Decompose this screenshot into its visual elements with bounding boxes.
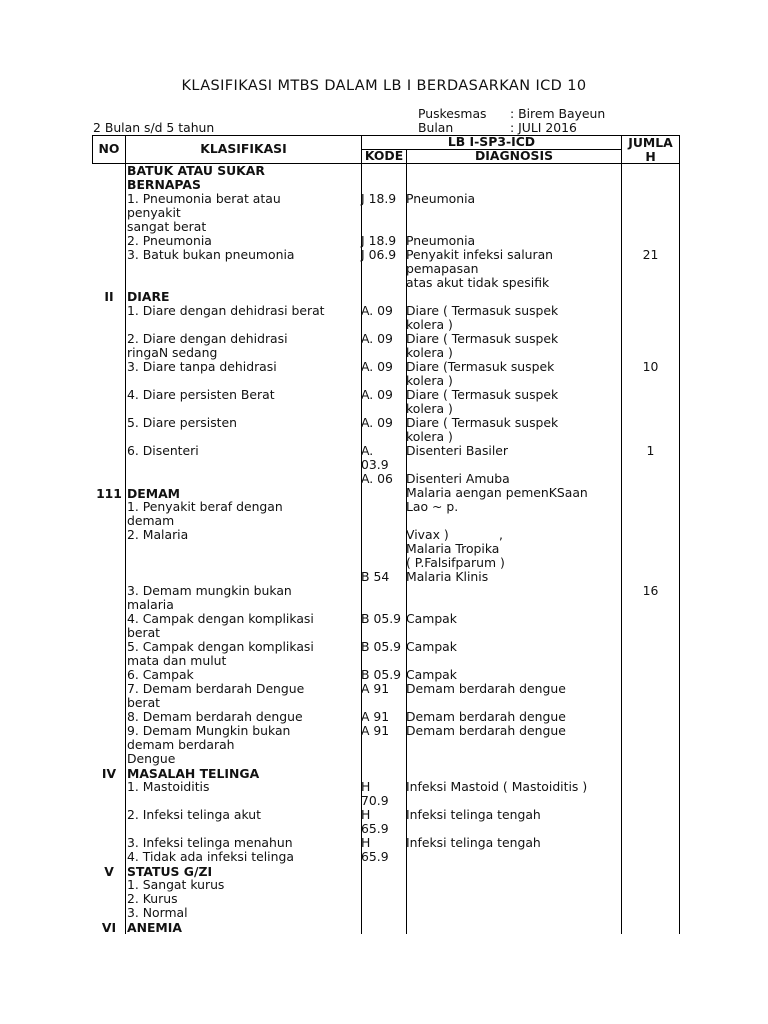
kode-text: A.	[361, 443, 374, 458]
header-no: NO	[98, 141, 120, 156]
diagnosis-text: Disenteri Basiler	[406, 443, 509, 458]
header-jumlah-2: H	[645, 149, 656, 164]
diagnosis-text: Diare (Termasuk suspek	[406, 359, 555, 374]
kode-text: B 05.9	[361, 667, 402, 682]
diagnosis-text: Malaria Tropika	[406, 541, 500, 556]
kode-text: A. 09	[361, 303, 393, 318]
klasifikasi-text: mata dan mulut	[127, 653, 227, 668]
diagnosis-text: Infeksi telinga tengah	[406, 835, 541, 850]
klasifikasi-text: 3. Demam mungkin bukan	[127, 583, 292, 598]
row-number: 111	[96, 486, 122, 501]
klasifikasi-text: 1. Mastoiditis	[127, 779, 210, 794]
diagnosis-text: Disenteri Amuba	[406, 471, 510, 486]
klasifikasi-text: 1. Penyakit beraf dengan	[127, 499, 283, 514]
klasifikasi-text: 4. Tidak ada infeksi telinga	[127, 849, 294, 864]
klasifikasi-text: 2. Diare dengan dehidrasi	[127, 331, 288, 346]
row-number: II	[104, 289, 114, 304]
kode-text: A. 06	[361, 471, 393, 486]
klasifikasi-text: 1. Pneumonia berat atau	[127, 191, 281, 206]
diagnosis-text: ( P.Falsifparum )	[406, 555, 505, 570]
diagnosis-text: Lao ~ p.	[406, 499, 459, 514]
diagnosis-text: Demam berdarah dengue	[406, 681, 566, 696]
klasifikasi-text: 7. Demam berdarah Dengue	[127, 681, 305, 696]
header-diagnosis: DIAGNOSIS	[474, 148, 554, 163]
kode-text: J 18.9	[361, 191, 397, 206]
bulan-value: : JULI 2016	[510, 120, 577, 135]
jumlah-value: 10	[642, 359, 659, 374]
klasifikasi-text: 5. Diare persisten	[127, 415, 237, 430]
kode-text: A. 09	[361, 415, 393, 430]
diagnosis-text: Campak	[406, 667, 457, 682]
klasifikasi-text: 2. Malaria	[127, 527, 189, 542]
puskesmas-value: : Birem Bayeun	[510, 106, 606, 121]
age-range: 2 Bulan s/d 5 tahun	[93, 120, 215, 135]
klasifikasi-text: 5. Campak dengan komplikasi	[127, 639, 314, 654]
jumlah-value: 16	[642, 583, 659, 598]
diagnosis-text: Malaria aengan pemenKSaan	[406, 485, 588, 500]
diagnosis-text: Pneumonia	[406, 191, 476, 206]
klasifikasi-text: 2. Kurus	[127, 891, 178, 906]
klasifikasi-text: 8. Demam berdarah dengue	[127, 709, 303, 724]
klasifikasi-text: Dengue	[127, 751, 176, 766]
diagnosis-text: pemapasan	[406, 261, 479, 276]
klasifikasi-text: 1. Diare dengan dehidrasi berat	[127, 303, 325, 318]
kode-text: A 91	[361, 681, 390, 696]
klasifikasi-text: berat	[127, 695, 161, 710]
kode-text: B 54	[361, 569, 390, 584]
klasifikasi-text: ringaN sedang	[127, 345, 218, 360]
jumlah-value: 1	[646, 443, 655, 458]
diagnosis-text: Diare ( Termasuk suspek	[406, 303, 559, 318]
row-number: IV	[101, 766, 117, 781]
klasifikasi-text: 3. Batuk bukan pneumonia	[127, 247, 295, 262]
diagnosis-text: kolera )	[406, 345, 453, 360]
klasifikasi-text: malaria	[127, 597, 174, 612]
section-heading: MASALAH TELINGA	[127, 766, 260, 781]
kode-text: A. 09	[361, 387, 393, 402]
kode-text: A. 09	[361, 359, 393, 374]
klasifikasi-text: berat	[127, 625, 161, 640]
klasifikasi-text: 6. Disenteri	[127, 443, 199, 458]
klasifikasi-text: 4. Campak dengan komplikasi	[127, 611, 314, 626]
kode-text: 65.9	[361, 849, 389, 864]
klasifikasi-text: 9. Demam Mungkin bukan	[127, 723, 291, 738]
diagnosis-text: Diare ( Termasuk suspek	[406, 387, 559, 402]
diagnosis-text: Campak	[406, 611, 457, 626]
kode-text: J 06.9	[361, 247, 397, 262]
klasifikasi-text: 3. Diare tanpa dehidrasi	[127, 359, 277, 374]
header-klasifikasi: KLASIFIKASI	[200, 141, 287, 156]
klasifikasi-text: 6. Campak	[127, 667, 194, 682]
table-line	[125, 135, 126, 934]
diagnosis-text: Penyakit infeksi saluran	[406, 247, 554, 262]
row-number: V	[104, 864, 114, 879]
kode-text: H	[361, 807, 371, 822]
diagnosis-text: Campak	[406, 639, 457, 654]
diagnosis-text: Infeksi telinga tengah	[406, 807, 541, 822]
kode-text: 65.9	[361, 821, 389, 836]
section-heading: DEMAM	[127, 486, 180, 501]
kode-text: J 18.9	[361, 233, 397, 248]
klasifikasi-text: 3. Normal	[127, 905, 188, 920]
klasifikasi-text: demam	[127, 513, 175, 528]
kode-text: A 91	[361, 709, 390, 724]
header-lb-sp3-icd: LB I-SP3-ICD	[447, 134, 536, 149]
kode-text: B 05.9	[361, 611, 402, 626]
diagnosis-text: kolera )	[406, 401, 453, 416]
diagnosis-text: Malaria Klinis	[406, 569, 489, 584]
header-jumlah: JUMLA	[628, 135, 673, 150]
jumlah-value: 21	[642, 247, 659, 262]
document-title: KLASIFIKASI MTBS DALAM LB I BERDASARKAN ICD 10	[181, 78, 587, 94]
klasifikasi-text: penyakit	[127, 205, 181, 220]
klasifikasi-text: 1. Sangat kurus	[127, 877, 225, 892]
diagnosis-text: Pneumonia	[406, 233, 476, 248]
kode-text: B 05.9	[361, 639, 402, 654]
kode-text: A 91	[361, 723, 390, 738]
diagnosis-text: Demam berdarah dengue	[406, 723, 566, 738]
section-heading: DIARE	[127, 289, 170, 304]
kode-text: 03.9	[361, 457, 389, 472]
section-heading: BATUK ATAU SUKAR	[127, 163, 265, 178]
klasifikasi-text: 2. Pneumonia	[127, 233, 212, 248]
bulan-label: Bulan	[418, 120, 454, 135]
section-heading: ANEMIA	[127, 920, 182, 935]
diagnosis-text: Diare ( Termasuk suspek	[406, 331, 559, 346]
diagnosis-text: atas akut tidak spesifik	[406, 275, 550, 290]
kode-text: A. 09	[361, 331, 393, 346]
klasifikasi-text: demam berdarah	[127, 737, 235, 752]
diagnosis-text: Infeksi Mastoid ( Mastoiditis )	[406, 779, 588, 794]
diagnosis-text: ,	[499, 527, 503, 542]
klasifikasi-text: 4. Diare persisten Berat	[127, 387, 275, 402]
section-heading: BERNAPAS	[127, 177, 201, 192]
diagnosis-text: kolera )	[406, 429, 453, 444]
diagnosis-text: Vivax )	[406, 527, 449, 542]
row-number: VI	[101, 920, 117, 935]
klasifikasi-text: sangat berat	[127, 219, 207, 234]
klasifikasi-text: 2. Infeksi telinga akut	[127, 807, 261, 822]
diagnosis-text: kolera )	[406, 317, 453, 332]
diagnosis-text: Demam berdarah dengue	[406, 709, 566, 724]
table-line	[679, 135, 680, 934]
section-heading: STATUS G/ZI	[127, 864, 213, 879]
diagnosis-text: Diare ( Termasuk suspek	[406, 415, 559, 430]
kode-text: H	[361, 779, 371, 794]
kode-text: 70.9	[361, 793, 389, 808]
puskesmas-label: Puskesmas	[418, 106, 487, 121]
klasifikasi-text: 3. Infeksi telinga menahun	[127, 835, 293, 850]
kode-text: H	[361, 835, 371, 850]
header-kode: KODE	[364, 148, 404, 163]
diagnosis-text: kolera )	[406, 373, 453, 388]
